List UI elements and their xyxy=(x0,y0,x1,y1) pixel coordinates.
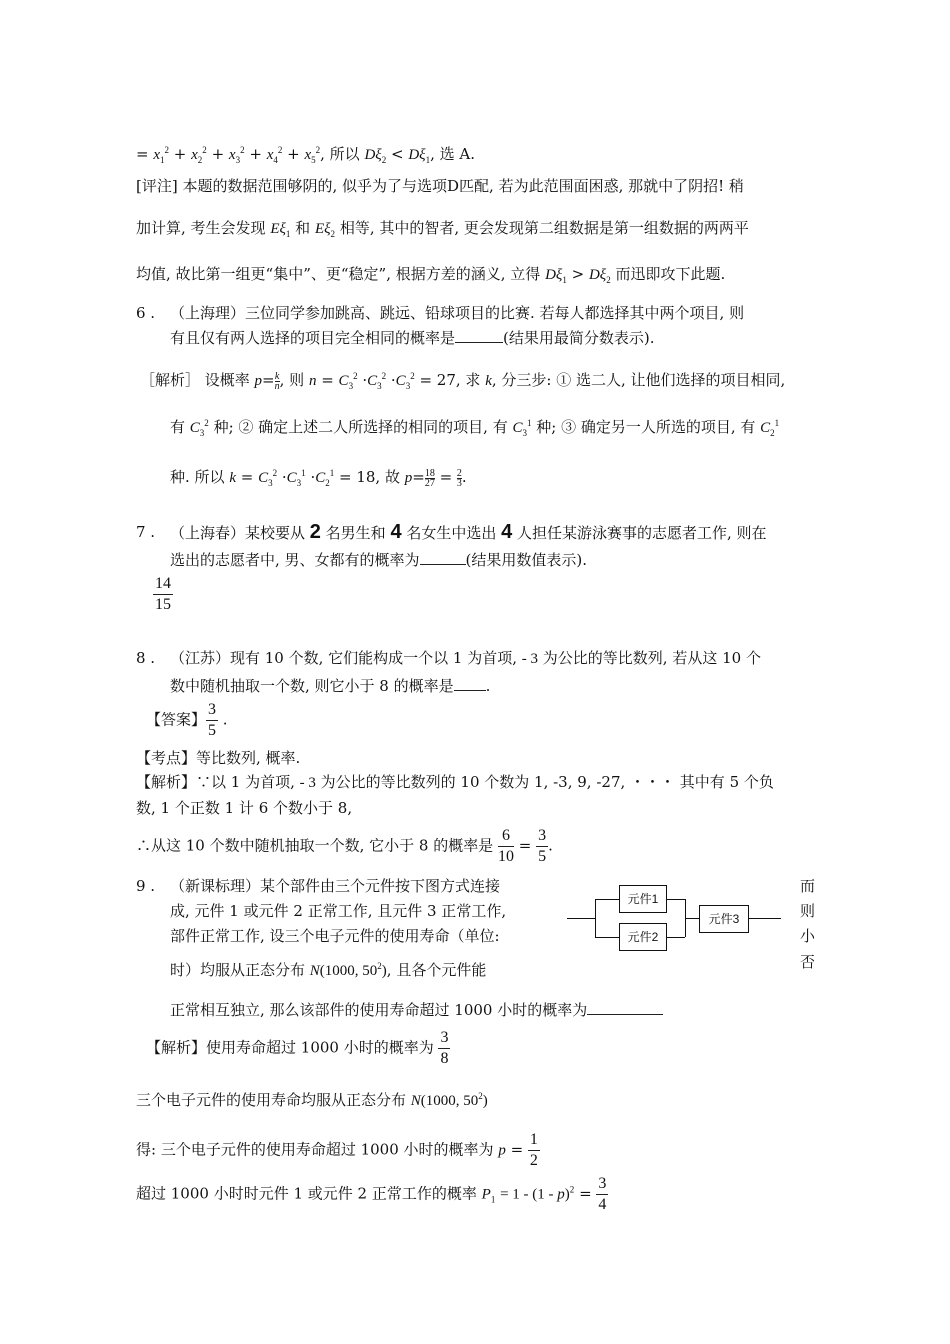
q7-line-2: 选出的志愿者中, 男、女都有的概率为 (结果用数值表示). xyxy=(170,551,588,569)
q8-analysis-2: 数, 1 个正数 1 计 6 个数小于 8, xyxy=(136,799,353,817)
q9-line-5: 正常相互独立, 那么该部件的使用寿命超过 1000 小时的概率为 xyxy=(170,1000,663,1020)
q7-answer: $\frac{14}{15}$ xyxy=(155,575,171,613)
q8-analysis-3: ∴从这 10 个数中随机抽取一个数, 它小于 8 的概率是 $\frac{6}{10}$ = $\frac{3}{5}$ . xyxy=(136,827,553,865)
q9-analysis-1: 【解析】使用寿命超过 1000 小时的概率为 $\frac{3}{8}$ xyxy=(146,1029,449,1067)
q8-line-1: （江苏）现有 10 个数, 它们能构成一个以 1 为首项, - 3 为公比的等比数列, 若从这 10 个 xyxy=(170,649,761,667)
component-3-box: 元件3 xyxy=(699,905,749,933)
q6-solution-1: ［解析］ 设概率 p= $\frac{k}{n}$ , 则 $n = C_3^2 \cdot C_3^2 \cdot C_3^2 = 27$, 求 k, 分三步: ① 选二人, 让他们选择的项目相同, xyxy=(140,370,786,392)
q9-line-3: 部件正常工作, 设三个电子元件的使用寿命（单位: xyxy=(170,927,500,945)
q9-analysis-2: 三个电子元件的使用寿命均服从正态分布 N(1000, $50^2$) xyxy=(136,1091,488,1109)
q8-number: 8 . xyxy=(136,649,156,667)
q9-right-4: 否 xyxy=(800,953,816,971)
formula-line: = $x_1^2 + x_2^2 + x_3^2 + x_4^2 + x_5^2$, 所以 $D\xi_2 < D\xi_1$, 选 A. xyxy=(136,145,475,165)
q9-right-2: 则 xyxy=(800,902,816,920)
q9-line-2: 成, 元件 1 或元件 2 正常工作, 且元件 3 正常工作, xyxy=(170,902,507,920)
q6-solution-2: 有 $C_3^2$ 种; ② 确定上述二人所选择的相同的项目, 有 $C_3^1$ 种; ③ 确定另一人所选的项目, 有 $C_2^1$ xyxy=(170,418,780,438)
q6-line-1: （上海理）三位同学参加跳高、跳远、铅球项目的比赛. 若每人都选择其中两个项目, 则 xyxy=(170,304,745,322)
component-1-box: 元件1 xyxy=(619,885,667,913)
q9-right-3: 小 xyxy=(800,927,816,945)
q9-number: 9 . xyxy=(136,877,156,895)
comment-line-3: 均值, 故比第一组更“集中”、更“稳定”, 根据方差的涵义, 立得 $D\xi_1 > D\xi_2$ 而迅即攻下此题. xyxy=(136,265,726,285)
comment-line-1: [评注] 本题的数据范围够阴的, 似乎为了与选项D匹配, 若为此范围面困惑, 那就中了阴招! 稍 xyxy=(136,177,744,195)
q8-answer: 【答案】 $\frac{3}{5}$ . xyxy=(146,701,228,739)
q7-line-1: （上海春）某校要从 2 名男生和 4 名女生中选出 4 人担任某游泳赛事的志愿者工作, 则在 xyxy=(170,521,767,543)
q6-solution-3: 种. 所以 $k = C_3^2 \cdot C_3^1 \cdot C_2^1 = 18$, 故 p= $\frac{18}{27}$ = $\frac{2}{3}$ . xyxy=(170,467,467,489)
component-2-box: 元件2 xyxy=(619,923,667,951)
q9-analysis-4: 超过 1000 小时时元件 1 或元件 2 正常工作的概率 $P_1 = 1 - (1 - p)^2$ = $\frac{3}{4}$ xyxy=(136,1175,607,1213)
q7-number: 7 . xyxy=(136,523,156,541)
q9-right-1: 而 xyxy=(800,877,816,895)
q9-line-4: 时）均服从正态分布 N(1000, $50^2$), 且各个元件能 xyxy=(170,961,487,979)
q8-analysis-1: 【解析】∵以 1 为首项, - 3 为公比的等比数列的 10 个数为 1, -3, 9, -27, ・・・ 其中有 5 个负 xyxy=(136,773,774,791)
q9-analysis-3: 得: 三个电子元件的使用寿命超过 1000 小时的概率为 p = $\frac{1}{2}$ xyxy=(136,1131,538,1169)
q6-number: 6 . xyxy=(136,304,156,322)
comment-line-2: 加计算, 考生会发现 $E\xi_1$ 和 $E\xi_2$ 相等, 其中的智者, 更会发现第二组数据是第一组数据的两两平 xyxy=(136,219,749,239)
q8-line-2: 数中随机抽取一个数, 则它小于 8 的概率是 . xyxy=(170,677,491,695)
q8-kaodian: 【考点】等比数列, 概率. xyxy=(136,749,301,767)
q6-line-2: 有且仅有两人选择的项目完全相同的概率是 (结果用最简分数表示). xyxy=(170,329,655,347)
q9-line-1: （新课标理）某个部件由三个元件按下图方式连接 xyxy=(170,877,501,895)
